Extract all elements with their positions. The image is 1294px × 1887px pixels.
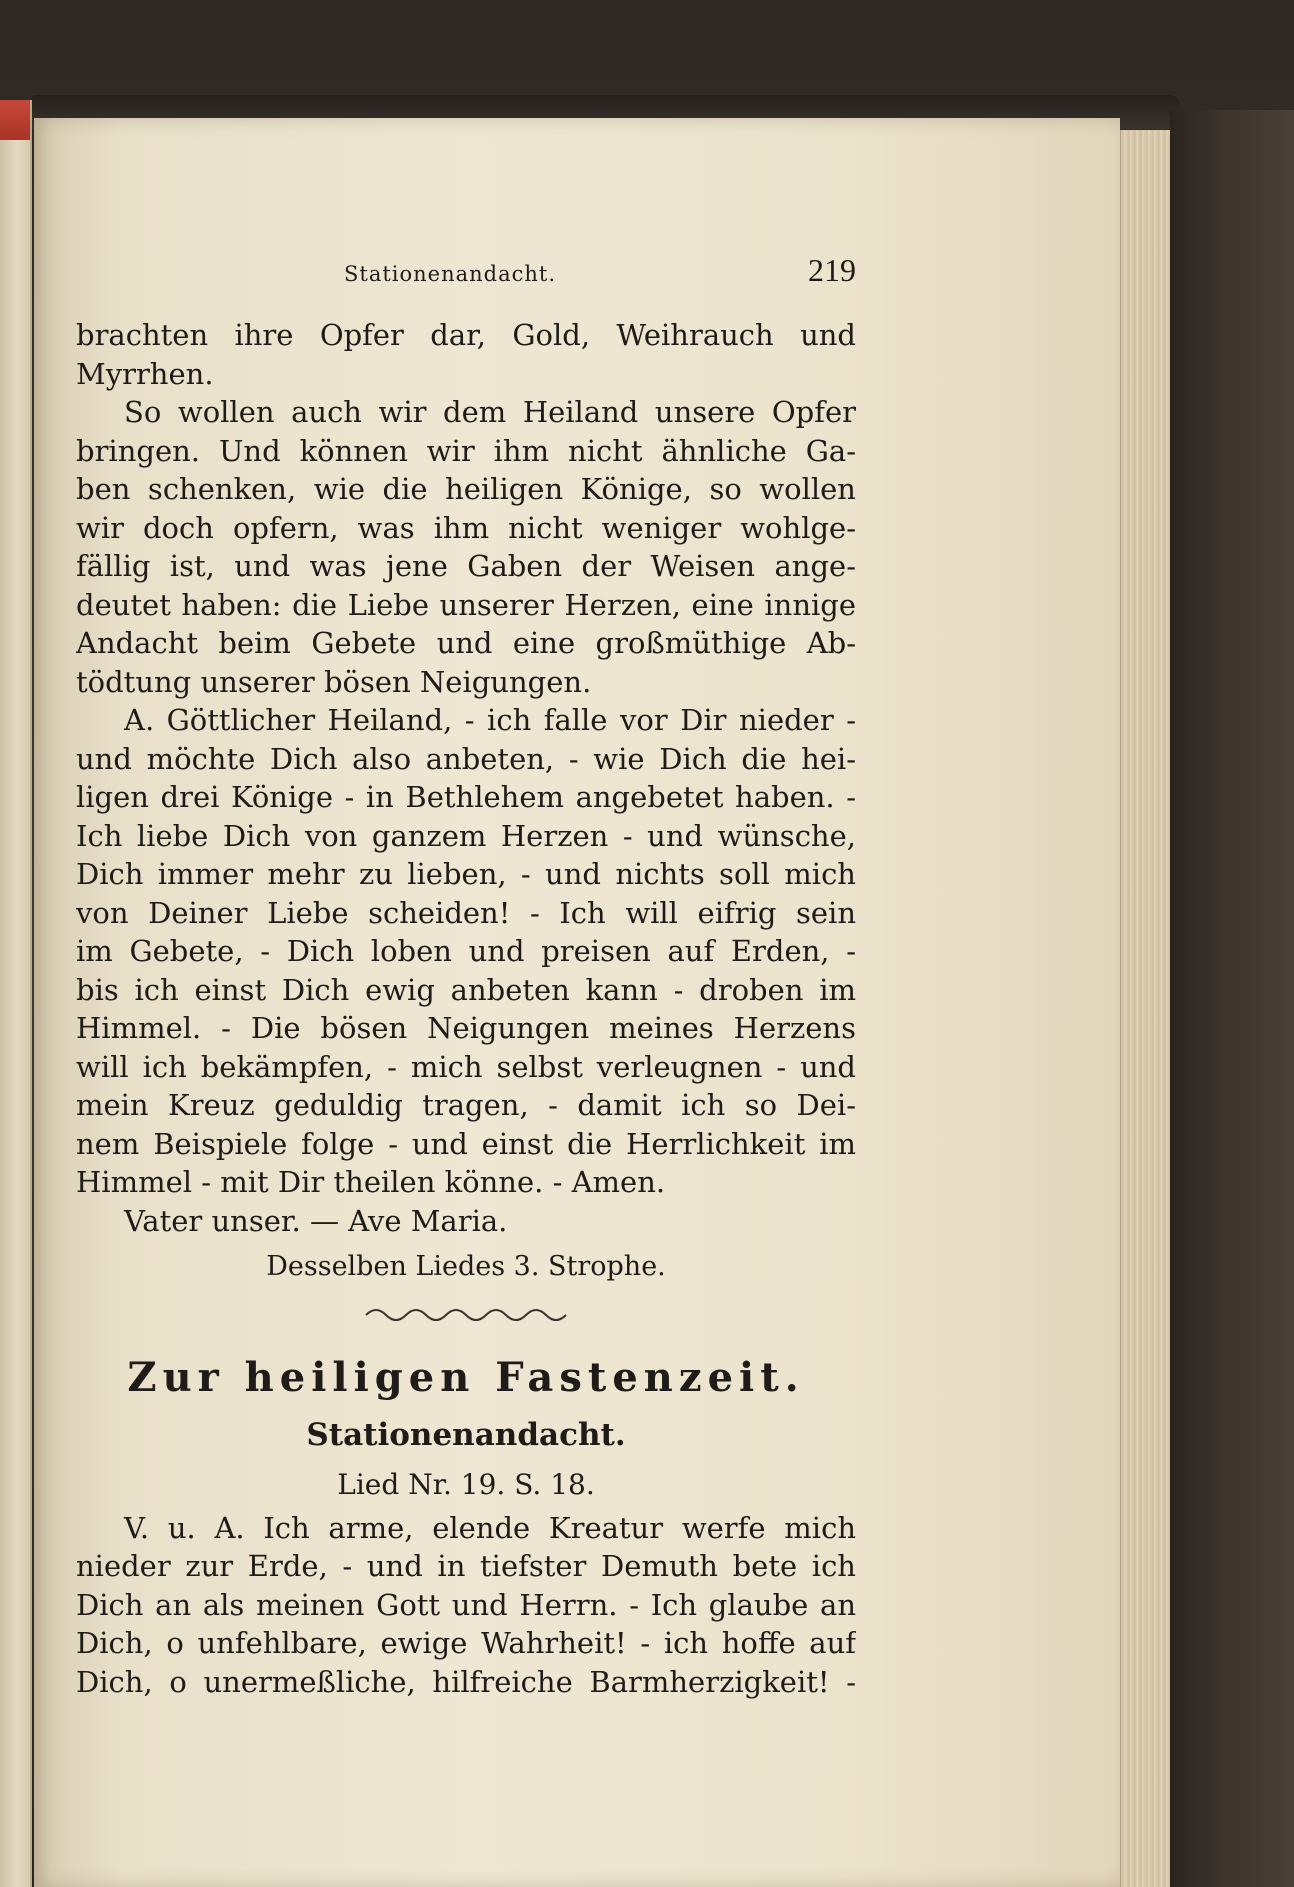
- text-line: von Deiner Liebe scheiden! - Ich will eifrig sein: [76, 895, 856, 930]
- text-line: ben schenken, wie die heiligen Könige, so wollen: [76, 472, 856, 506]
- page-block-edge: [1120, 130, 1171, 1887]
- text-line: nem Beispiele folge - und einst die Herrlichkeit im: [76, 1126, 856, 1161]
- text-line: V. u. A. Ich arme, elende Kreatur werfe mich: [124, 1510, 856, 1545]
- text-line: Vater unser. — Ave Maria.: [124, 1203, 508, 1238]
- text-line: Himmel - mit Dir theilen könne. - Amen.: [76, 1165, 666, 1199]
- text-line: Dich immer mehr zu lieben, - und nichts soll mich: [76, 857, 856, 891]
- text-line: ligen drei Könige - in Bethlehem angebetet haben. -: [76, 780, 856, 814]
- running-head: [76, 250, 856, 296]
- ornament-divider: [76, 1295, 856, 1345]
- text-line: A. Göttlicher Heiland, - ich falle vor Dir nieder -: [124, 703, 856, 737]
- text-line: Myrrhen.: [76, 356, 214, 391]
- text-line: Ich liebe Dich von ganzem Herzen - und wünsche,: [76, 818, 856, 853]
- text-line: nieder zur Erde, - und in tiefster Demuth bete ich: [76, 1549, 856, 1583]
- text-line: wir doch opfern, was ihm nicht weniger wohlge-: [76, 510, 856, 545]
- text-line: bringen. Und können wir ihm nicht ähnliche Ga-: [76, 433, 856, 468]
- section-subtitle: Stationenandacht.: [306, 1416, 626, 1453]
- text-line: brachten ihre Opfer dar, Gold, Weihrauch und: [76, 318, 856, 352]
- text-line: und möchte Dich also anbeten, - wie Dich die hei-: [76, 741, 856, 776]
- text-line: bis ich einst Dich ewig anbeten kann - droben im: [76, 972, 856, 1007]
- text-line: So wollen auch wir dem Heiland unsere Opfer: [124, 395, 856, 429]
- text-line: fällig ist, und was jene Gaben der Weisen ange-: [76, 549, 856, 583]
- wave-ornament-icon: [361, 1295, 571, 1335]
- previous-page-edge: [0, 100, 32, 1887]
- text-line: Himmel. - Die bösen Neigungen meines Herzens: [76, 1011, 856, 1045]
- page-number: 219: [808, 252, 856, 288]
- text-line: will ich bekämpfen, - mich selbst verleugnen - und: [76, 1049, 856, 1084]
- text-line: tödtung unserer bösen Neigungen.: [76, 664, 592, 699]
- section-title: Zur heiligen Fastenzeit.: [127, 1353, 805, 1401]
- text-line: mein Kreuz geduldig tragen, - damit ich so Dei-: [76, 1088, 856, 1122]
- running-title: Stationenandacht.: [344, 262, 557, 286]
- text-line: deutet haben: die Liebe unserer Herzen, eine innige: [76, 587, 856, 622]
- text-line: Andacht beim Gebete und eine großmüthige Ab-: [76, 626, 856, 660]
- strophe-note: Desselben Liedes 3. Strophe.: [266, 1251, 666, 1282]
- text-line: Dich, o unfehlbare, ewige Wahrheit! - ich hoffe auf: [76, 1626, 856, 1660]
- text-line: im Gebete, - Dich loben und preisen auf Erden, -: [76, 934, 856, 968]
- body-text: [76, 316, 856, 1701]
- song-reference: Lied Nr. 19. S. 18.: [337, 1467, 595, 1501]
- book-cover-right: [1170, 110, 1294, 1887]
- text-line: Dich, o unermeßliche, hilfreiche Barmherzigkeit! -: [76, 1664, 856, 1699]
- red-edge-mark: [0, 100, 30, 140]
- text-line: Dich an als meinen Gott und Herrn. - Ich glaube an: [76, 1587, 856, 1622]
